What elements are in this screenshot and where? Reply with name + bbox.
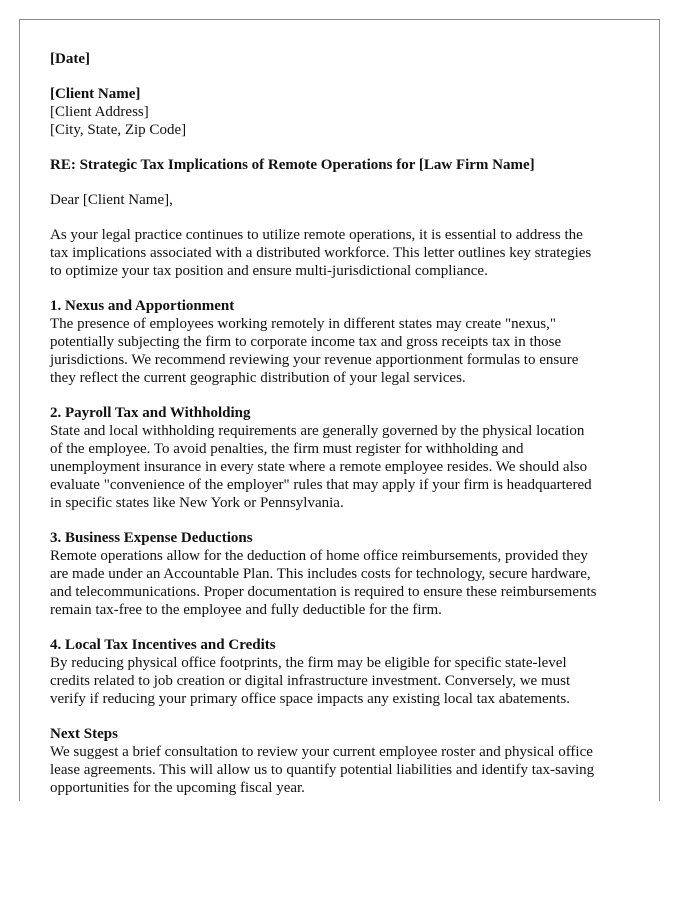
section-line: remain tax-free to the employee and fully deductible for the firm. <box>50 602 442 618</box>
section-line: they reflect the current geographic distribution of your legal services. <box>50 370 466 386</box>
section-line: and telecommunications. Proper documentation is required to ensure these reimbursements <box>50 584 597 600</box>
section-line: evaluate "convenience of the employer" rules that may apply if your firm is headquartered <box>50 477 592 493</box>
intro-line: As your legal practice continues to utilize remote operations, it is essential to address the <box>50 227 583 243</box>
intro-line: to optimize your tax position and ensure multi-jurisdictional compliance. <box>50 263 488 279</box>
section-expenses <box>50 529 635 619</box>
section-line: of the employee. To avoid penalties, the firm must register for withholding and <box>50 441 524 457</box>
section-heading: 1. Nexus and Apportionment <box>50 298 235 314</box>
section-nexus <box>50 297 635 387</box>
salutation: Dear [Client Name], <box>50 192 173 208</box>
section-heading: Next Steps <box>50 726 118 742</box>
client-address: [Client Address] <box>50 104 149 120</box>
section-heading: 2. Payroll Tax and Withholding <box>50 405 251 421</box>
section-heading: 4. Local Tax Incentives and Credits <box>50 637 276 653</box>
section-payroll <box>50 404 635 512</box>
section-line: are made under an Accountable Plan. This includes costs for technology, secure hardware, <box>50 566 591 582</box>
section-next-steps <box>50 725 635 797</box>
section-incentives <box>50 636 635 708</box>
section-line: lease agreements. This will allow us to quantify potential liabilities and identify tax-saving <box>50 762 595 778</box>
client-address-block <box>50 85 635 139</box>
section-line: in specific states like New York or Pennsylvania. <box>50 495 344 511</box>
letter-page <box>19 19 660 801</box>
section-line: verify if reducing your primary office space impacts any existing local tax abatements. <box>50 691 570 707</box>
section-line: opportunities for the upcoming fiscal year. <box>50 780 305 796</box>
intro-paragraph <box>50 226 635 280</box>
intro-line: tax implications associated with a distributed workforce. This letter outlines key strategies <box>50 245 592 261</box>
section-line: Remote operations allow for the deduction of home office reimbursements, provided they <box>50 548 588 564</box>
section-line: credits related to job creation or digital infrastructure investment. Conversely, we must <box>50 673 571 689</box>
letter-content <box>50 50 635 814</box>
section-line: jurisdictions. We recommend reviewing your revenue apportionment formulas to ensure <box>50 352 579 368</box>
letter-date: [Date] <box>50 51 90 67</box>
section-line: potentially subjecting the firm to corporate income tax and gross receipts tax in those <box>50 334 562 350</box>
section-line: By reducing physical office footprints, the firm may be eligible for specific state-level <box>50 655 567 671</box>
subject-line: RE: Strategic Tax Implications of Remote Operations for [Law Firm Name] <box>50 157 535 173</box>
section-line: We suggest a brief consultation to review your current employee roster and physical office <box>50 744 593 760</box>
section-heading: 3. Business Expense Deductions <box>50 530 253 546</box>
section-line: unemployment insurance in every state where a remote employee resides. We should also <box>50 459 588 475</box>
section-line: The presence of employees working remotely in different states may create "nexus," <box>50 316 556 332</box>
client-name: [Client Name] <box>50 86 141 102</box>
section-line: State and local withholding requirements are generally governed by the physical location <box>50 423 585 439</box>
client-city-state-zip: [City, State, Zip Code] <box>50 122 187 138</box>
